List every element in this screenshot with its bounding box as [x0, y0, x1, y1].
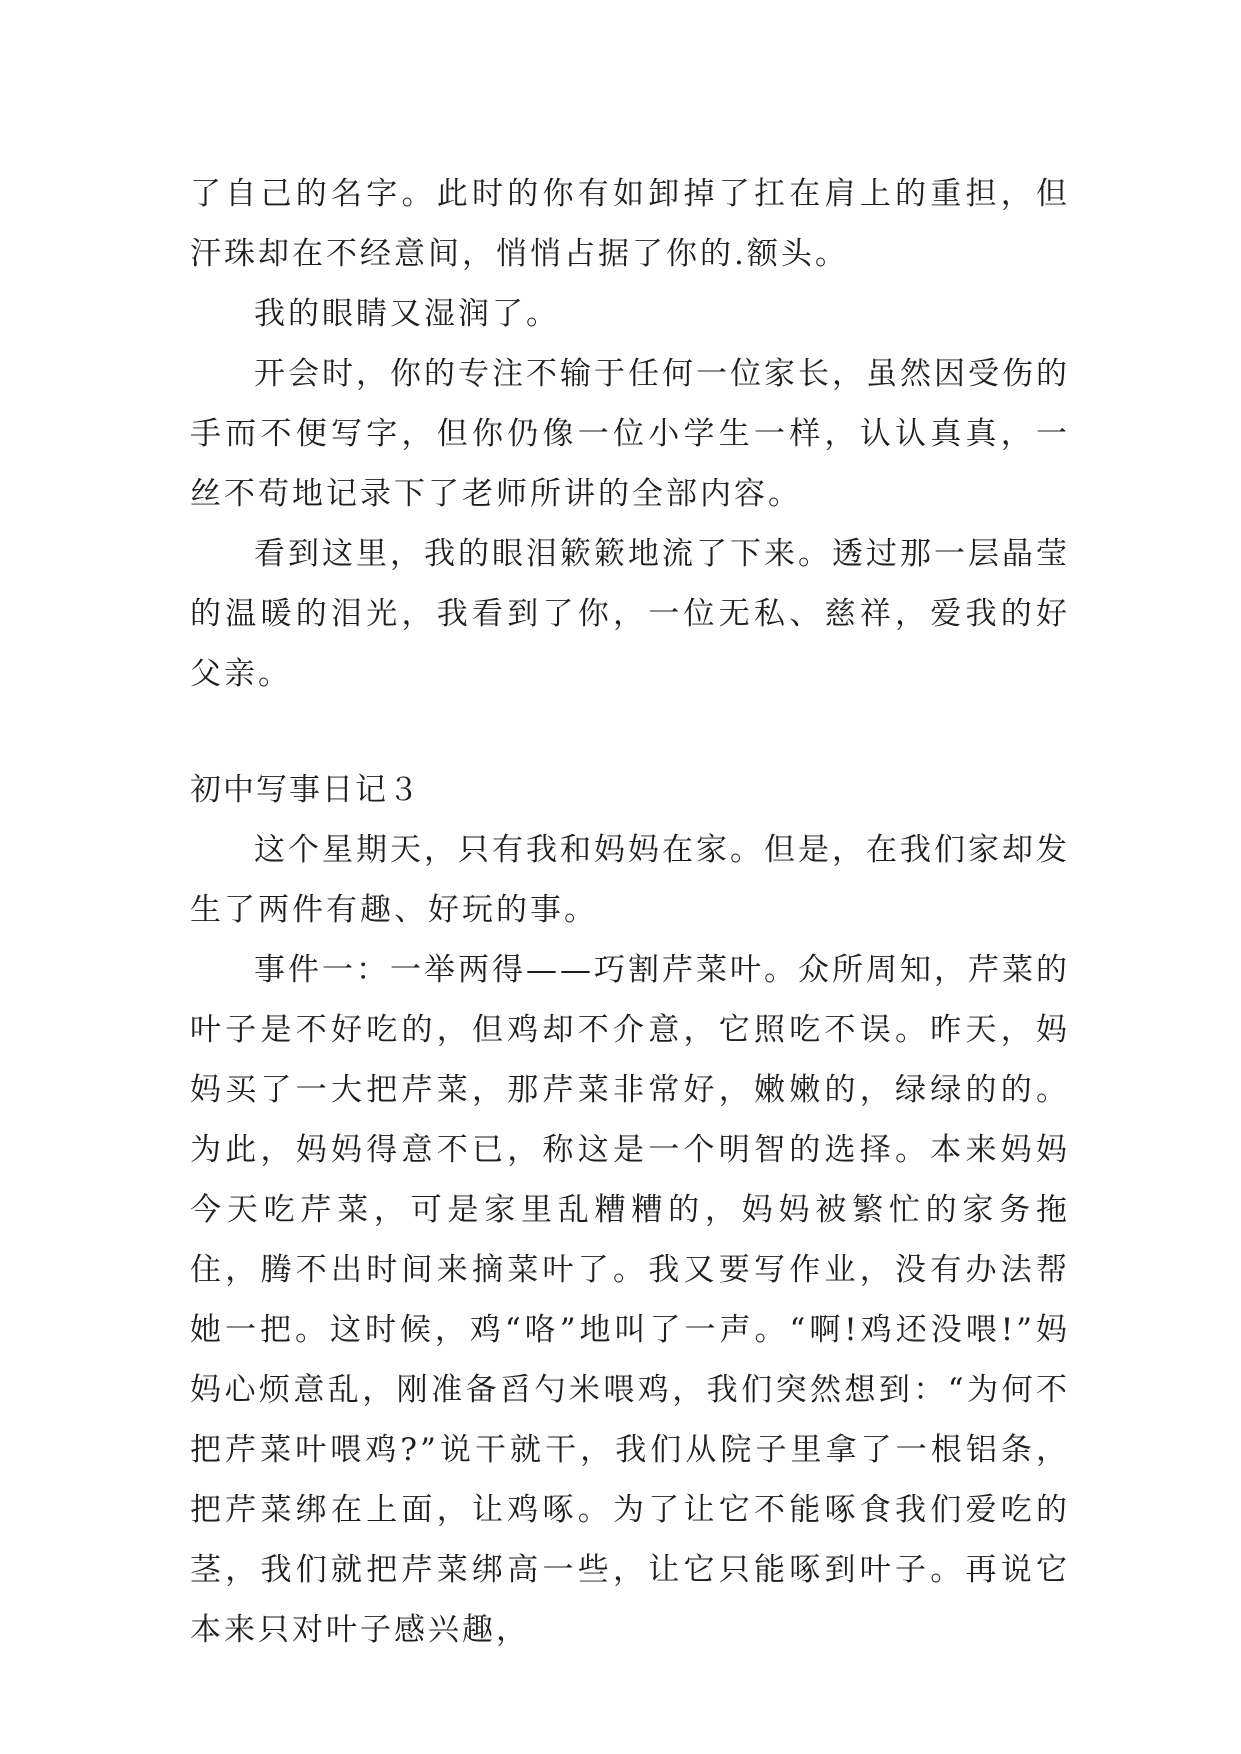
paragraph-eyes-wet: 我的眼睛又湿润了。 — [254, 296, 560, 332]
paragraph-sunday: 这个星期天，只有我和妈妈在家。但是，在我们家却发生了两件有趣、好玩的事。 — [190, 832, 1070, 928]
section-spacer — [190, 704, 1070, 760]
paragraph-meeting: 开会时，你的专注不输于任何一位家长，虽然因受伤的手而不便写字，但你仍像一位小学生一样，认认真真，一丝不苟地记录下了老师所讲的全部内容。 — [190, 356, 1070, 512]
paragraph-tears: 看到这里，我的眼泪簌簌地流了下来。透过那一层晶莹的温暖的泪光，我看到了你，一位无私、慈祥，爱我的好父亲。 — [190, 536, 1070, 692]
document-body — [190, 164, 1070, 1660]
section-title: 初中写事日记３ — [190, 772, 421, 808]
paragraph-continuation: 了自己的名字。此时的你有如卸掉了扛在肩上的重担，但汗珠却在不经意间，悄悄占据了你的.额头。 — [190, 176, 1070, 272]
paragraph-event-one: 事件一：一举两得——巧割芹菜叶。众所周知，芹菜的叶子是不好吃的，但鸡却不介意，它照吃不误。昨天，妈妈买了一大把芹菜，那芹菜非常好，嫩嫩的，绿绿的的。为此，妈妈得意不已，称这是一个明智的选择。本来妈妈今天吃芹菜，可是家里乱糟糟的，妈妈被繁忙的家务拖住，腾不出时间来摘菜叶了。我又要写作业，没有办法帮她一把。这时候，鸡“咯”地叫了一声。“啊!鸡还没喂!”妈妈心烦意乱，刚准备舀勺米喂鸡，我们突然想到：“为何不把芹菜叶喂鸡?”说干就干，我们从院子里拿了一根铝条，把芹菜绑在上面，让鸡啄。为了让它不能啄食我们爱吃的茎，我们就把芹菜绑高一些，让它只能啄到叶子。再说它本来只对叶子感兴趣， — [190, 952, 1070, 1648]
